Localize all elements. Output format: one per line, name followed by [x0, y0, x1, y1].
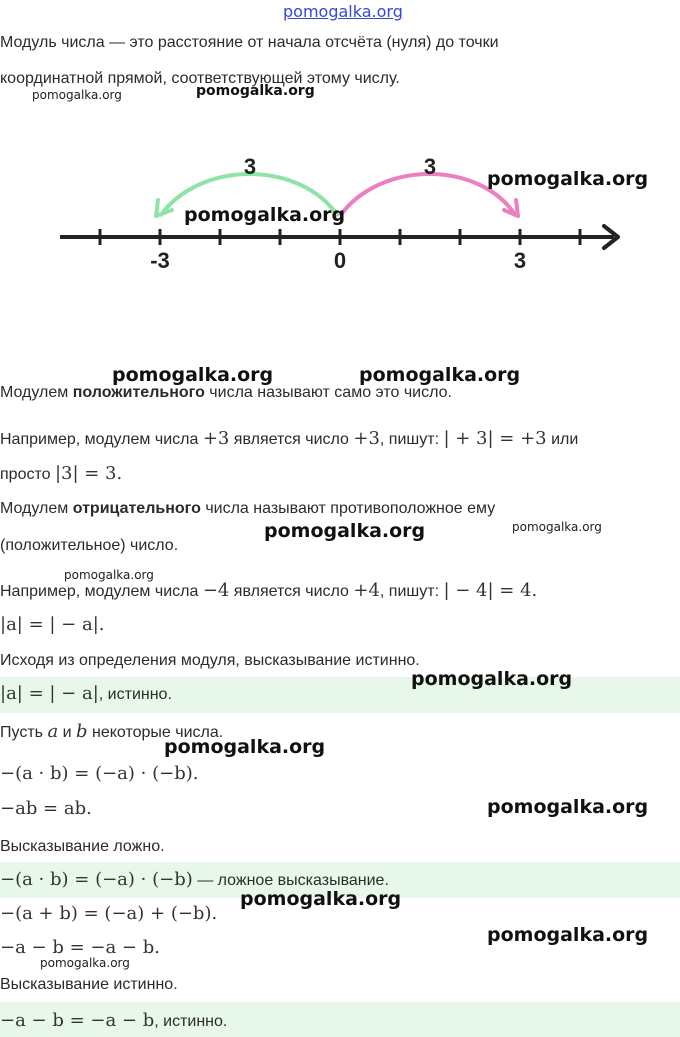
equation-5: −a − b = −a − b.: [0, 937, 160, 958]
math-expr: +3: [353, 428, 380, 449]
text-part: является число: [229, 431, 354, 448]
negative-modulus-line-1: [0, 500, 495, 518]
left-arc-label: 3: [243, 154, 257, 179]
math-expr: −4: [202, 580, 230, 601]
watermark: pomogalka.org: [359, 364, 521, 386]
text-part: некоторые числа.: [87, 724, 224, 741]
highlight-2-content: [0, 869, 389, 890]
watermark: pomogalka.org: [184, 204, 346, 226]
math-expr: −a − b = −a − b: [0, 1010, 155, 1031]
math-var: b: [76, 721, 88, 742]
equation-4: −(a + b) = (−a) + (−b).: [0, 903, 218, 924]
definition-line-1: Модуль числа — это расстояние от начала отсчёта (нуля) до точки: [0, 34, 499, 51]
text-part: является число: [229, 583, 354, 600]
statement-true-text-2: Высказывание истинно.: [0, 976, 178, 993]
text-part: , истинно.: [154, 1013, 228, 1030]
equation-3: −ab = ab.: [0, 798, 92, 819]
watermark: pomogalka.org: [196, 83, 315, 99]
text-part: , истинно.: [98, 686, 172, 703]
equation-2: −(a · b) = (−a) · (−b).: [0, 763, 199, 784]
math-expr: +4: [353, 580, 380, 601]
math-expr: +3: [202, 428, 230, 449]
text-part: числа называют само это число.: [204, 384, 452, 401]
watermark: pomogalka.org: [411, 668, 573, 690]
text-part: числа называют противоположное ему: [200, 500, 496, 517]
bold-word: отрицательного: [72, 500, 201, 517]
definition-line-2: координатной прямой, соответствующей этому числу.: [0, 70, 400, 87]
highlight-1-content: [0, 683, 172, 704]
watermark: pomogalka.org: [40, 956, 130, 970]
watermark: pomogalka.org: [487, 924, 649, 946]
example-positive-line-2: [0, 463, 122, 484]
text-part: , пишут:: [379, 431, 444, 448]
math-expr: −(a · b) = (−a) · (−b): [0, 869, 193, 890]
watermark: pomogalka.org: [264, 520, 426, 542]
watermark: pomogalka.org: [112, 364, 274, 386]
text-part: Например, модулем числа: [0, 583, 203, 600]
bold-word: положительного: [72, 384, 205, 401]
watermark: pomogalka.org: [164, 736, 326, 758]
highlight-3-content: [0, 1010, 227, 1031]
text-part: Модулем: [0, 500, 73, 517]
statement-false-text: Высказывание ложно.: [0, 838, 165, 855]
example-negative: [0, 580, 537, 601]
watermark: pomogalka.org: [32, 88, 122, 102]
statement-true-text: Исходя из определения модуля, высказывание истинно.: [0, 652, 420, 669]
site-link[interactable]: pomogalka.org: [283, 2, 403, 21]
text-part: и: [58, 724, 76, 741]
negative-modulus-line-2: (положительное) число.: [0, 537, 179, 554]
text-part: Модулем: [0, 384, 73, 401]
text-part: — ложное высказывание.: [192, 872, 389, 889]
watermark: pomogalka.org: [487, 796, 649, 818]
tick-label-minus-3: -3: [150, 248, 170, 273]
equation-1: |a| = | − a|.: [0, 614, 105, 635]
text-part: или: [546, 431, 579, 448]
math-expr: |3| = 3.: [54, 463, 123, 484]
positive-modulus-text: [0, 384, 452, 402]
example-positive-line-1: [0, 428, 578, 449]
right-arc-label: 3: [423, 154, 437, 179]
tick-label-3: 3: [513, 248, 527, 273]
watermark: pomogalka.org: [240, 888, 402, 910]
math-expr: | + 3| = +3: [443, 428, 547, 449]
text-part: просто: [0, 466, 55, 483]
math-expr: |a| = | − a|: [0, 683, 99, 704]
math-var: a: [47, 721, 59, 742]
tick-label-0: 0: [333, 248, 347, 273]
math-expr: | − 4| = 4.: [443, 580, 538, 601]
watermark: pomogalka.org: [64, 568, 154, 582]
watermark: pomogalka.org: [512, 520, 602, 534]
watermark: pomogalka.org: [487, 168, 649, 190]
text-part: Например, модулем числа: [0, 431, 203, 448]
text-part: Пусть: [0, 724, 48, 741]
text-part: , пишут:: [379, 583, 444, 600]
